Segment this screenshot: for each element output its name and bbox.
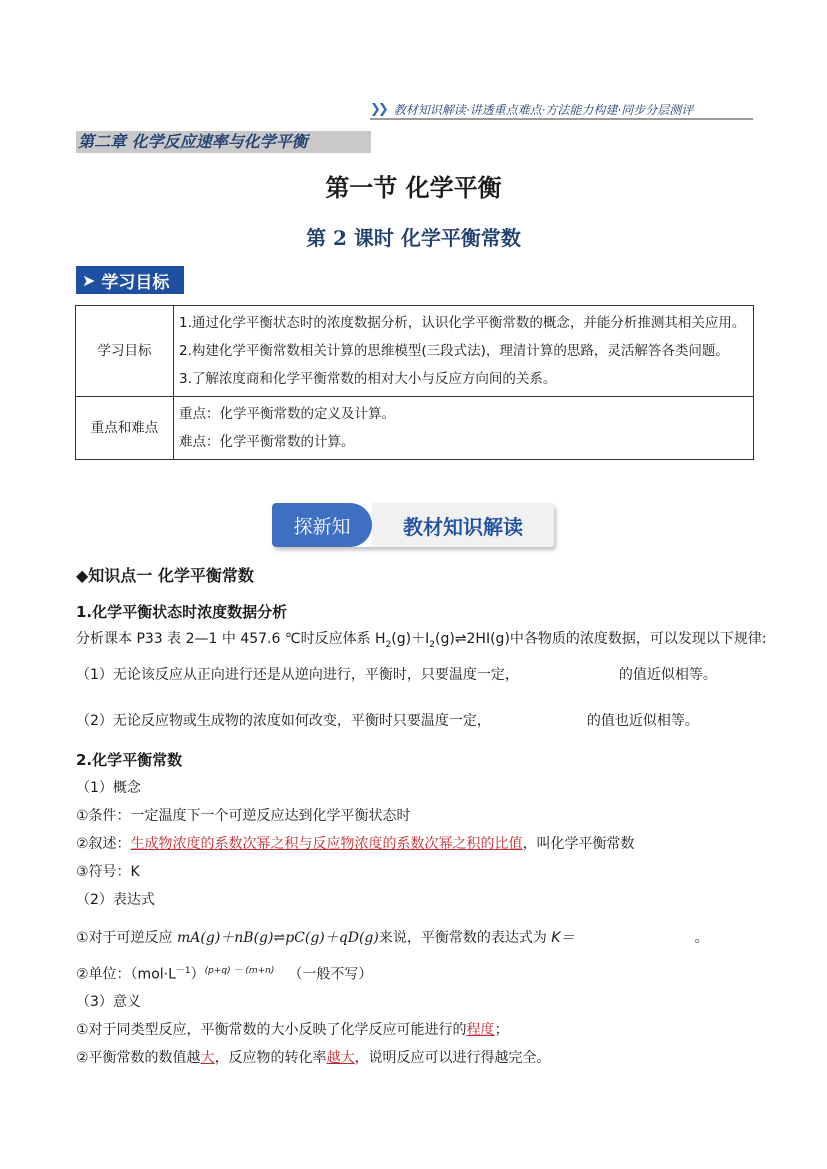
section-2-heading: 2.化学平衡常数 <box>76 751 183 769</box>
keypoints-row <box>76 397 754 460</box>
unit-text: ） <box>190 966 205 983</box>
keypoints-row-content <box>174 397 754 460</box>
unit-exponent: (p+q) － (m+n) <box>204 966 275 976</box>
goals-heading <box>76 266 184 294</box>
goals-row-label: 学习目标 <box>76 306 174 397</box>
banner-text: 教材知识解读·讲透重点难点·方法能力构建·同步分层测评 <box>393 102 694 117</box>
rule-2 <box>76 710 699 730</box>
meaning-text: ①对于同类型反应，平衡常数的大小反映了化学反应可能进行的 <box>76 1022 467 1038</box>
intro-text: 分析课本 P33 表 2—1 中 457.6 ℃时反应体系 H <box>76 631 386 647</box>
meaning-text: ，反应物的转化率 <box>214 1050 327 1066</box>
arrow-right-icon: ➤ <box>82 270 96 290</box>
meaning-2 <box>76 1047 551 1067</box>
goal-item: 1.通过化学平衡状态时的浓度数据分析，认识化学平衡常数的概念，并能分析推测其相关应用。 <box>179 315 746 331</box>
goals-heading-label: 学习目标 <box>101 272 170 293</box>
section-1-heading: 1.化学平衡状态时浓度数据分析 <box>76 603 288 621</box>
k-symbol: K＝ <box>551 930 575 946</box>
keypoint-item: 难点：化学平衡常数的计算。 <box>179 434 355 450</box>
header-banner <box>370 100 753 120</box>
keypoint-item: 重点：化学平衡常数的定义及计算。 <box>179 406 395 422</box>
double-chevron-icon: ❯❯ <box>370 101 386 117</box>
goal-item: 2.构建化学平衡常数相关计算的思维模型(三段式法)，理清计算的思路，灵活解答各类问题。 <box>179 343 729 359</box>
superscript: －1 <box>175 966 191 976</box>
expression-heading: （2）表达式 <box>76 892 155 908</box>
explore-banner <box>272 503 554 547</box>
definition-text: ，叫化学平衡常数 <box>522 836 635 852</box>
section-title: 第一节 化学平衡 <box>325 174 502 202</box>
formula-text: ①对于可逆反应 <box>76 930 178 946</box>
meaning-text: ； <box>494 1022 509 1038</box>
keypoints-row-label: 重点和难点 <box>76 397 174 460</box>
explore-right-label: 教材知识解读 <box>372 503 554 547</box>
unit-note: （一般不写） <box>288 966 373 983</box>
section-1-intro <box>76 628 767 650</box>
intro-text: (g)⇌2HI(g)中各物质的浓度数据，可以发现以下规律: <box>434 631 767 647</box>
concept-heading: （1）概念 <box>76 780 141 796</box>
rule-1 <box>76 664 717 684</box>
expression-formula <box>76 927 708 947</box>
concept-condition: ①条件：一定温度下一个可逆反应达到化学平衡状态时 <box>76 808 411 824</box>
meaning-answer: 程度 <box>466 1022 495 1038</box>
concept-definition <box>76 833 635 853</box>
rule-text: （1）无论该反应从正向进行还是从逆向进行，平衡时，只要温度一定， <box>76 667 519 683</box>
unit-text: ②单位：（mol·L <box>76 966 176 983</box>
rule-text: 的值近似相等。 <box>618 667 717 683</box>
meaning-1 <box>76 1019 509 1039</box>
goals-table <box>75 305 754 460</box>
definition-text: ②叙述： <box>76 836 131 852</box>
lesson-title: 第 2 课时 化学平衡常数 <box>306 226 521 250</box>
goal-item: 3.了解浓度商和化学平衡常数的相对大小与反应方向间的关系。 <box>179 371 557 387</box>
meaning-answer: 大 <box>200 1050 215 1066</box>
intro-text: (g)＋I <box>391 631 430 647</box>
formula-text: 。 <box>694 930 709 946</box>
goals-row-content <box>174 306 754 397</box>
meaning-text: ②平衡常数的数值越 <box>76 1050 201 1066</box>
meaning-text: ，说明反应可以进行得越完全。 <box>354 1050 551 1066</box>
reaction-equation: mA(g)＋nB(g)⇌pC(g)＋qD(g) <box>177 930 379 946</box>
formula-text: 来说，平衡常数的表达式为 <box>378 930 552 946</box>
explore-left-label: 探新知 <box>272 503 372 547</box>
goals-row <box>76 306 754 397</box>
definition-answer: 生成物浓度的系数次幂之积与反应物浓度的系数次幂之积的比值 <box>130 836 523 852</box>
meaning-answer: 越大 <box>326 1050 355 1066</box>
expression-unit <box>76 963 372 984</box>
subscript: 2 <box>385 639 392 650</box>
meaning-heading: （3）意义 <box>76 994 141 1010</box>
knowledge-point-title: ◆知识点一 化学平衡常数 <box>76 566 254 585</box>
rule-text: 的值也近似相等。 <box>586 713 699 729</box>
rule-text: （2）无论反应物或生成物的浓度如何改变，平衡时只要温度一定， <box>76 713 491 729</box>
chapter-title: 第二章 化学反应速率与化学平衡 <box>76 131 371 153</box>
subscript: 2 <box>429 639 435 650</box>
concept-symbol: ③符号：K <box>76 864 140 880</box>
